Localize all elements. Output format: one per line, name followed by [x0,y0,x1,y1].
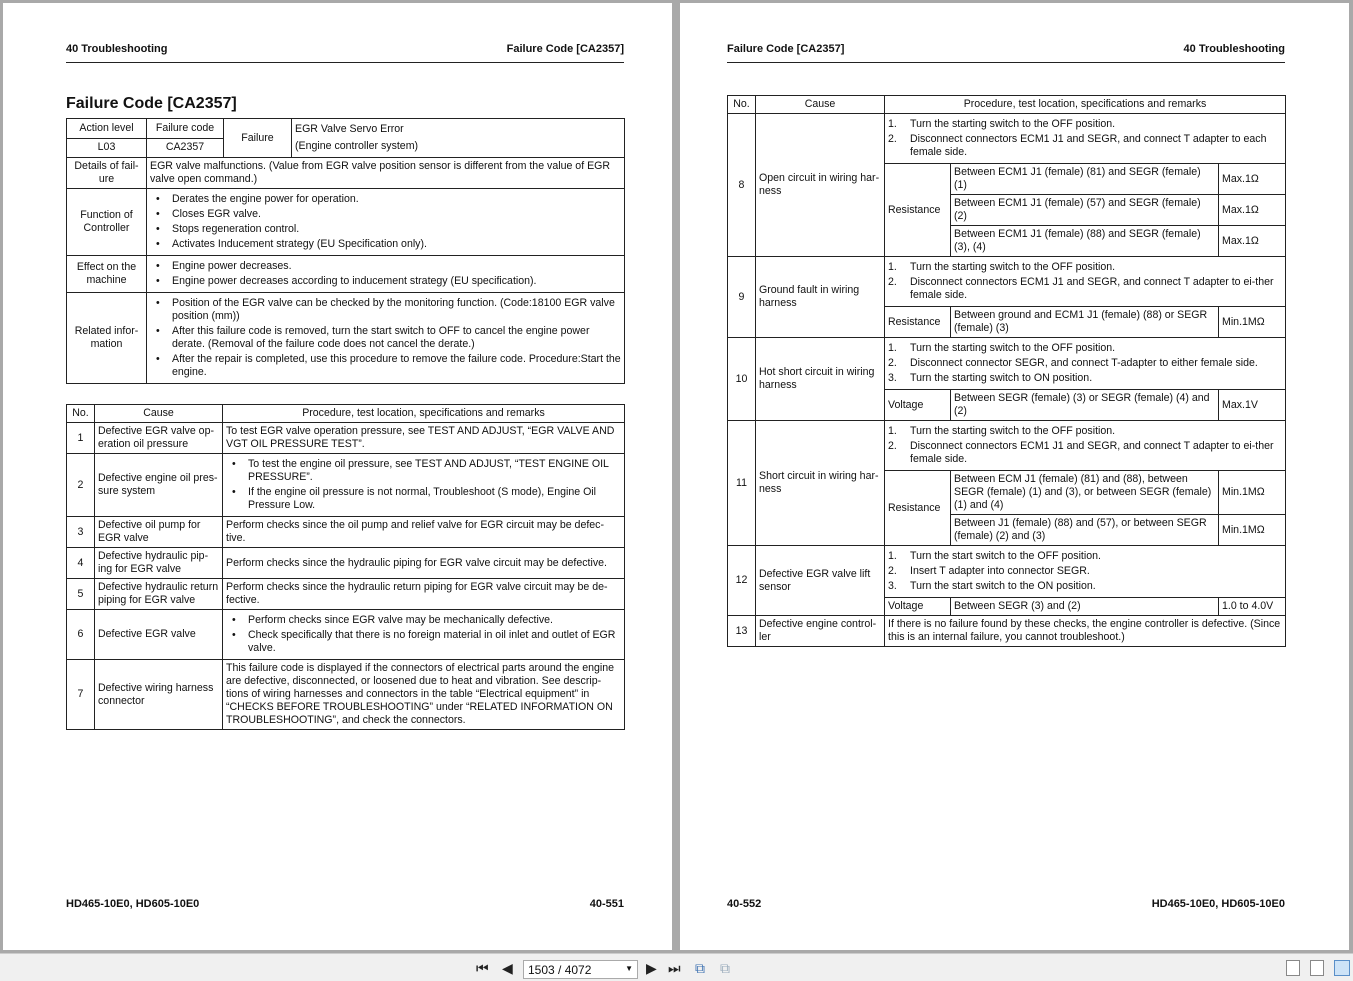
step-number: 3. [888,372,897,384]
column-header: Cause [95,405,223,423]
page-selector[interactable] [523,960,638,979]
list-item: • After this failure code is removed, turn the start switch to OFF to cancel the engine power derate. (Removal of the failure code does not cancel the derate.) [150,325,621,351]
cause-text: Defective hydraulic return piping for EGR valve [95,579,223,610]
procedure-cell [885,421,1286,471]
column-header: No. [67,405,95,423]
list-item: • To test the engine oil pressure, see TEST AND ADJUST, “TEST ENGINE OIL PRESSURE”. [226,458,621,484]
step-number: 2. [888,133,897,145]
step-item [888,276,1282,302]
cause-text: Defective EGR valve [95,610,223,660]
cause-number: 8 [728,114,756,257]
step-number: 1. [888,425,897,437]
list-item: • Engine power decreases according to inducement strategy (EU specification). [150,275,621,288]
list-item: • Perform checks since EGR valve may be mechanically defective. [226,614,621,627]
last-page-icon[interactable]: ⏭ [668,960,681,976]
column-header: No. [728,96,756,114]
procedure-cell [885,257,1286,307]
function-list [150,193,621,251]
effect-list [150,260,621,288]
check-description: Between J1 (female) (88) and (57), or between SEGR (female) (2) and (3) [951,515,1219,546]
column-header: Procedure, test location, specifications and remarks [223,405,625,423]
step-number: 1. [888,342,897,354]
step-text: Insert T adapter into connector SEGR. [910,565,1090,577]
list-item: • Activates Inducement strategy (EU Specification only). [150,238,621,251]
step-item [888,425,1282,438]
check-type-label: Resistance [885,471,951,546]
details-text: EGR valve malfunctions. (Value from EGR valve position sensor is different from the value of EGR valve open command.) [147,158,625,189]
previous-view-icon[interactable]: ⧉ [695,960,705,976]
next-view-icon[interactable]: ⧉ [720,960,730,976]
step-item [888,118,1282,131]
procedure-cell [885,338,1286,390]
viewer-toolbar [0,953,1353,981]
left-page [3,3,672,950]
procedure-cell: Perform checks since the hydraulic piping for EGR valve circuit may be defective. [223,548,625,579]
page-title: Failure Code [CA2357] [66,95,237,112]
cause-number: 11 [728,421,756,546]
cause-text: Defective wiring harness connector [95,660,223,730]
failure-code: CA2357 [147,138,224,158]
check-type-label: Resistance [885,164,951,257]
failure-description [292,119,625,158]
procedure-cell: Perform checks since the hydraulic return piping for EGR valve circuit may be de-fective. [223,579,625,610]
table-row [728,114,1286,164]
page-number: 40-552 [727,898,762,910]
page-indicator: 1503 / 4072 [528,963,592,977]
model-name: HD465-10E0, HD605-10E0 [1151,898,1285,910]
check-value: Max.1Ω [1219,226,1286,257]
procedure-steps [888,550,1282,593]
step-item [888,440,1282,466]
table-row [728,546,1286,598]
step-item [888,357,1282,370]
step-text: Turn the start switch to the ON position. [910,580,1096,592]
check-type-label: Voltage [885,598,951,616]
table-row [728,616,1286,647]
procedure-steps [888,425,1282,466]
procedure-cell [223,454,625,517]
effect-label: Effect on the machine [67,256,147,293]
check-description: Between SEGR (female) (3) or SEGR (female) (4) and (2) [951,390,1219,421]
list-item: • Derates the engine power for operation. [150,193,621,206]
cause-text: Defective EGR valve op-eration oil pressure [95,423,223,454]
page-header [727,43,1285,63]
check-description: Between ECM J1 (female) (81) and (88), between SEGR (female) (1) and (3), or between SEGR (female) (1) and (4) [951,471,1219,515]
failure-label: Failure [224,119,292,158]
procedure-cell [885,114,1286,164]
check-description: Between SEGR (3) and (2) [951,598,1219,616]
right-page [680,3,1349,950]
page-number: 40-551 [589,898,624,910]
cause-number: 4 [67,548,95,579]
related-label: Related infor-mation [67,293,147,384]
step-item [888,565,1282,578]
check-value: 1.0 to 4.0V [1219,598,1286,616]
cause-number: 5 [67,579,95,610]
list-item: • Stops regeneration control. [150,223,621,236]
column-header: Cause [756,96,885,114]
procedure-steps [888,261,1282,302]
procedure-cell [885,546,1286,598]
check-description: Between ECM1 J1 (female) (81) and SEGR (female) (1) [951,164,1219,195]
step-text: Disconnect connectors ECM1 J1 and SEGR, and connect T adapter to each female side. [910,133,1267,158]
cause-text: Open circuit in wiring har-ness [756,114,885,257]
function-label: Function of Controller [67,189,147,256]
table-row [67,454,625,517]
list-item: • Check specifically that there is no foreign material in oil inlet and outlet of EGR valve. [226,629,621,655]
failure-system: (Engine controller system) [295,140,419,152]
cause-text: Short circuit in wiring har-ness [756,421,885,546]
procedure-cell: Perform checks since the oil pump and relief valve for EGR circuit may be defec-tive. [223,517,625,548]
step-number: 1. [888,261,897,273]
procedure-cell: This failure code is displayed if the connectors of electrical parts around the engine are defective, disconnected, or loosened due to heat and vibration. See descrip-tions of wiring harnesses and connectors in the table “Electrical equipment” in “CHECKS BEFORE TROUBLESHOOTING” under “RELATED INFORMATION ON TROUBLESHOOTING”, and check the connectors. [223,660,625,730]
table-header-row [728,96,1286,114]
table-row [67,579,625,610]
cause-table [727,95,1286,647]
table-row [67,423,625,454]
check-value: Max.1Ω [1219,195,1286,226]
cause-number: 13 [728,616,756,647]
step-number: 2. [888,565,897,577]
step-number: 1. [888,118,897,130]
step-item [888,261,1282,274]
procedure-steps [888,118,1282,159]
next-page-icon[interactable]: ▶ [646,960,657,976]
check-description: Between ECM1 J1 (female) (57) and SEGR (female) (2) [951,195,1219,226]
cause-text: Defective engine oil pres-sure system [95,454,223,517]
cause-text: Defective hydraulic pip-ing for EGR valve [95,548,223,579]
check-value: Min.1MΩ [1219,307,1286,338]
procedure-list [226,458,621,512]
check-value: Max.1Ω [1219,164,1286,195]
table-row [728,257,1286,307]
continuous-view-icon[interactable] [1310,960,1324,976]
cause-text: Ground fault in wiring harness [756,257,885,338]
check-type-label: Voltage [885,390,951,421]
table-row [67,660,625,730]
table-row [67,548,625,579]
step-text: Disconnect connector SEGR, and connect T-adapter to either female side. [910,357,1258,369]
cause-number: 9 [728,257,756,338]
cause-number: 2 [67,454,95,517]
two-page-view-icon[interactable] [1334,960,1350,976]
related-list [150,297,621,379]
list-item: • Engine power decreases. [150,260,621,273]
model-name: HD465-10E0, HD605-10E0 [66,898,200,910]
table-row [728,338,1286,390]
cause-text: Hot short circuit in wiring harness [756,338,885,421]
procedure-cell: If there is no failure found by these checks, the engine controller is defective. (Since this is an internal failure, you cannot troubleshoot.) [885,616,1286,647]
step-number: 2. [888,276,897,288]
header-title: Failure Code [CA2357] [506,43,624,55]
step-number: 3. [888,580,897,592]
list-item: • If the engine oil pressure is not normal, Troubleshoot (S mode), Engine Oil Pressure Low. [226,486,621,512]
cause-number: 1 [67,423,95,454]
step-text: Turn the starting switch to ON position. [910,372,1093,384]
column-header: Procedure, test location, specifications and remarks [885,96,1286,114]
header-title: Failure Code [CA2357] [727,43,845,55]
step-item [888,133,1282,159]
step-text: Turn the start switch to the OFF position. [910,550,1101,562]
page-header [66,43,624,63]
list-item: • Position of the EGR valve can be checked by the monitoring function. (Code:18100 EGR valve position (mm)) [150,297,621,323]
page-footer [66,898,624,910]
cause-number: 12 [728,546,756,616]
check-description: Between ECM1 J1 (female) (88) and SEGR (female) (3), (4) [951,226,1219,257]
check-value: Max.1V [1219,390,1286,421]
first-page-icon[interactable]: ⏮ [476,960,489,976]
prev-page-icon[interactable]: ◀ [502,960,513,976]
failure-summary-table [66,118,625,384]
step-item [888,372,1282,385]
step-text: Disconnect connectors ECM1 J1 and SEGR, and connect T adapter to ei-ther female side. [910,276,1274,301]
header-section: 40 Troubleshooting [1183,43,1285,55]
cause-number: 3 [67,517,95,548]
cause-number: 10 [728,338,756,421]
failure-name: EGR Valve Servo Error [295,123,404,135]
details-label: Details of fail-ure [67,158,147,189]
cause-number: 7 [67,660,95,730]
action-level-label: Action level [67,119,147,139]
check-type-label: Resistance [885,307,951,338]
action-level: L03 [67,138,147,158]
procedure-steps [888,342,1282,385]
page-footer [727,898,1285,910]
check-value: Min.1MΩ [1219,515,1286,546]
step-text: Turn the starting switch to the OFF position. [910,342,1116,354]
list-item: • Closes EGR valve. [150,208,621,221]
list-item: • After the repair is completed, use this procedure to remove the failure code. Procedure:Start the engine. [150,353,621,379]
procedure-cell: To test EGR valve operation pressure, see TEST AND ADJUST, “EGR VALVE AND VGT OIL PRESSURE TEST”. [223,423,625,454]
step-text: Disconnect connectors ECM1 J1 and SEGR, and connect T adapter to ei-ther female side. [910,440,1274,465]
cause-table [66,404,625,730]
step-text: Turn the starting switch to the OFF position. [910,425,1116,437]
step-item [888,550,1282,563]
single-page-view-icon[interactable] [1286,960,1300,976]
step-number: 2. [888,357,897,369]
step-item [888,342,1282,355]
procedure-list [226,614,621,655]
table-header-row [67,405,625,423]
step-item [888,580,1282,593]
check-value: Min.1MΩ [1219,471,1286,515]
step-text: Turn the starting switch to the OFF position. [910,118,1116,130]
table-row [728,421,1286,471]
step-text: Turn the starting switch to the OFF position. [910,261,1116,273]
failure-code-label: Failure code [147,119,224,139]
chevron-down-icon[interactable]: ▼ [625,964,633,973]
step-number: 1. [888,550,897,562]
cause-text: Defective EGR valve lift sensor [756,546,885,616]
table-row [67,610,625,660]
header-section: 40 Troubleshooting [66,43,168,55]
cause-number: 6 [67,610,95,660]
table-row [67,517,625,548]
procedure-cell [223,610,625,660]
cause-text: Defective oil pump for EGR valve [95,517,223,548]
cause-text: Defective engine control-ler [756,616,885,647]
check-description: Between ground and ECM1 J1 (female) (88) or SEGR (female) (3) [951,307,1219,338]
step-number: 2. [888,440,897,452]
